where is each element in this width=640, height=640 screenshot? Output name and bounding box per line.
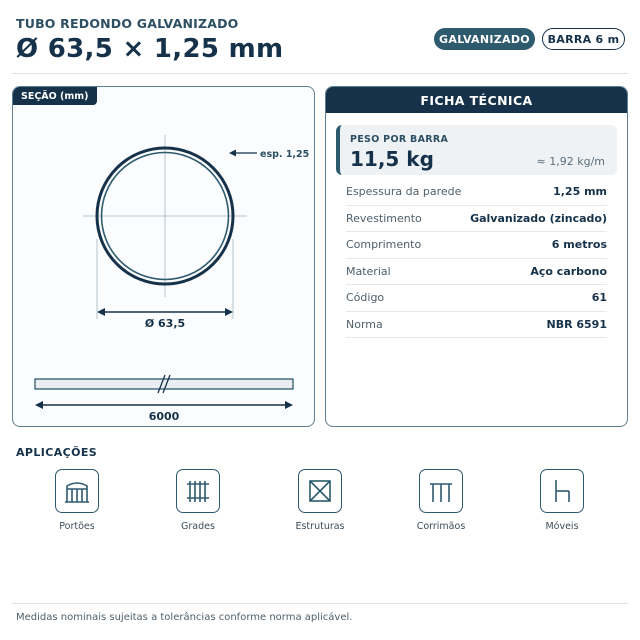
weight-box: [336, 125, 617, 175]
gate-icon: [55, 469, 99, 513]
thickness-arrow-head: [229, 150, 236, 157]
spec-label: Código: [346, 291, 385, 305]
spec-value: 1,25 mm: [553, 185, 607, 199]
application-label: Móveis: [545, 521, 579, 532]
weight-value: 11,5 kg: [350, 147, 434, 171]
spec-row: [346, 312, 607, 339]
tech-sheet-header: FICHA TÉCNICA: [326, 87, 627, 113]
weight-label: PESO POR BARRA: [350, 134, 449, 145]
diameter-arrow-right: [225, 308, 233, 316]
tube-side-view: [35, 379, 293, 389]
spec-label: Revestimento: [346, 211, 422, 225]
top-divider: [12, 73, 628, 74]
applications-title: APLICAÇÕES: [16, 446, 98, 459]
application-label: Grades: [181, 521, 215, 532]
footer-note: Medidas nominais sujeitas a tolerâncias conforme norma aplicável.: [16, 612, 353, 623]
spec-value: 6 metros: [551, 238, 607, 252]
spec-value: NBR 6591: [546, 317, 607, 331]
application-grilles: [158, 469, 238, 532]
section-drawing: [13, 87, 315, 427]
application-gates: [37, 469, 117, 532]
spec-label: Espessura da parede: [346, 185, 462, 199]
product-title: Ø 63,5 × 1,25 mm: [16, 34, 284, 64]
spec-label: Material: [346, 264, 391, 278]
application-label: Corrimãos: [416, 521, 466, 532]
thickness-label: esp. 1,25: [260, 149, 310, 160]
tech-sheet-panel: [325, 86, 628, 427]
spec-value: 61: [591, 291, 607, 305]
application-label: Estruturas: [295, 521, 345, 532]
length-arrow-right: [285, 401, 293, 409]
spec-value: Galvanizado (zincado): [470, 211, 607, 225]
finish-badge: GALVANIZADO: [434, 28, 535, 50]
application-furniture: [522, 469, 602, 532]
application-handrails: [401, 469, 481, 532]
product-subtitle: TUBO REDONDO GALVANIZADO: [16, 16, 239, 31]
section-tag: SEÇÃO (mm): [13, 87, 97, 105]
length-badge: BARRA 6 m: [542, 28, 625, 50]
spec-row: [346, 259, 607, 286]
weight-per-meter: ≈ 1,92 kg/m: [536, 155, 605, 168]
handrail-icon: [419, 469, 463, 513]
spec-row: [346, 285, 607, 312]
spec-label: Comprimento: [346, 238, 422, 252]
application-label: Portões: [59, 521, 95, 532]
spec-row: [346, 179, 607, 206]
grid-icon: [176, 469, 220, 513]
chair-icon: [540, 469, 584, 513]
section-panel: [12, 86, 315, 427]
length-label: 6000: [148, 410, 180, 423]
spec-value: Aço carbono: [530, 264, 607, 278]
application-structures: [280, 469, 360, 532]
structure-icon: [298, 469, 342, 513]
spec-row: [346, 206, 607, 233]
bottom-divider: [12, 603, 628, 604]
spec-rows: [346, 179, 607, 338]
diameter-arrow-left: [97, 308, 105, 316]
spec-label: Norma: [346, 317, 383, 331]
diameter-label: Ø 63,5: [144, 317, 186, 330]
length-arrow-left: [35, 401, 43, 409]
spec-row: [346, 232, 607, 259]
